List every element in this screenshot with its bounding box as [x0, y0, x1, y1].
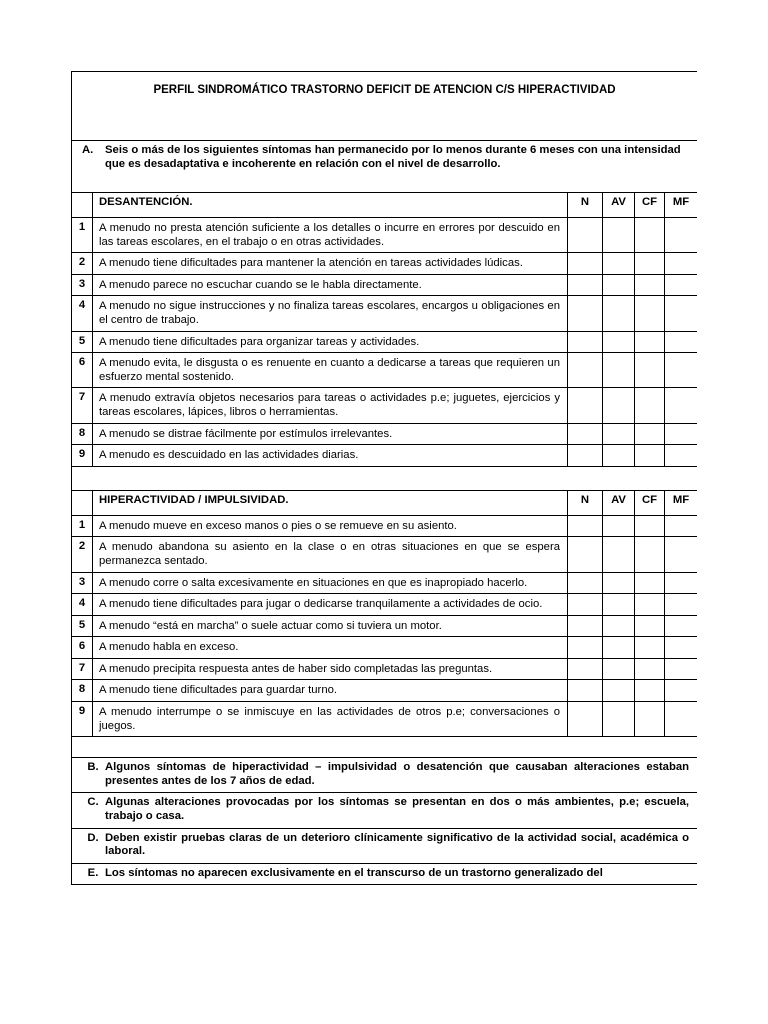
hyperactivity-row-9: [72, 702, 698, 737]
answer-cell-cf[interactable]: [635, 637, 665, 659]
answer-cell-n[interactable]: [568, 218, 603, 253]
answer-cell-av[interactable]: [603, 445, 635, 467]
item-number: 3: [72, 274, 93, 296]
inattention-row-7: [72, 388, 698, 423]
document-page: [71, 71, 697, 964]
col-header-cf: CF: [635, 490, 665, 515]
criterion-text: Algunos síntomas de hiperactividad – impulsividad o desatención que causaban alteraciones estaban presentes antes de los 7 años de edad.: [105, 761, 690, 787]
item-text: A menudo interrumpe o se inmiscuye en las actividades de otros p.e; conversaciones o juegos.: [93, 702, 568, 737]
answer-cell-n[interactable]: [568, 572, 603, 594]
answer-cell-mf[interactable]: [665, 218, 698, 253]
item-number: 8: [72, 680, 93, 702]
criterion-a: [72, 141, 698, 193]
form-table: [71, 71, 697, 885]
criterion-row-b: [72, 758, 698, 793]
answer-cell-av[interactable]: [603, 296, 635, 331]
answer-cell-av[interactable]: [603, 658, 635, 680]
criterion-letter: B.: [87, 761, 99, 774]
item-number: 3: [72, 572, 93, 594]
item-text: A menudo extravía objetos necesarios para tareas o actividades p.e; juguetes, ejercicios y tareas escolares, lápices, libros o herramientas.: [93, 388, 568, 423]
criterion-row-d: [72, 828, 698, 863]
answer-cell-av[interactable]: [603, 218, 635, 253]
inattention-row-5: [72, 331, 698, 353]
hyperactivity-header-row: [72, 490, 698, 515]
answer-cell-mf[interactable]: [665, 615, 698, 637]
item-text: A menudo tiene dificultades para organizar tareas y actividades.: [93, 331, 568, 353]
criterion-a-row: [72, 141, 698, 193]
answer-cell-av[interactable]: [603, 572, 635, 594]
answer-cell-cf[interactable]: [635, 353, 665, 388]
answer-cell-n[interactable]: [568, 537, 603, 572]
item-number: 5: [72, 331, 93, 353]
answer-cell-cf[interactable]: [635, 423, 665, 445]
criterion: [72, 828, 698, 863]
answer-cell-n[interactable]: [568, 637, 603, 659]
answer-cell-n[interactable]: [568, 296, 603, 331]
answer-cell-n[interactable]: [568, 594, 603, 616]
criterion-a-text: Seis o más de los siguientes síntomas han permanecido por lo menos durante 6 meses con una intensidad que es desadaptativa e incoherente en relación con el nivel de desarrollo.: [105, 144, 681, 170]
answer-cell-cf[interactable]: [635, 274, 665, 296]
answer-cell-cf[interactable]: [635, 702, 665, 737]
hyperactivity-row-5: [72, 615, 698, 637]
document-title: PERFIL SINDROMÁTICO TRASTORNO DEFICIT DE ATENCION C/S HIPERACTIVIDAD: [72, 72, 698, 141]
item-number: 7: [72, 388, 93, 423]
item-text: A menudo “está en marcha” o suele actuar como si tuviera un motor.: [93, 615, 568, 637]
item-text: A menudo se distrae fácilmente por estímulos irrelevantes.: [93, 423, 568, 445]
item-number: 9: [72, 702, 93, 737]
answer-cell-cf[interactable]: [635, 445, 665, 467]
item-number: 2: [72, 537, 93, 572]
answer-cell-av[interactable]: [603, 353, 635, 388]
col-header-n: N: [568, 490, 603, 515]
answer-cell-av[interactable]: [603, 537, 635, 572]
answer-cell-av[interactable]: [603, 702, 635, 737]
answer-cell-mf[interactable]: [665, 388, 698, 423]
answer-cell-cf[interactable]: [635, 537, 665, 572]
answer-cell-n[interactable]: [568, 353, 603, 388]
answer-cell-mf[interactable]: [665, 515, 698, 537]
col-header-mf: MF: [665, 490, 698, 515]
answer-cell-mf[interactable]: [665, 572, 698, 594]
answer-cell-av[interactable]: [603, 388, 635, 423]
item-number: 8: [72, 423, 93, 445]
item-number: 6: [72, 353, 93, 388]
item-text: A menudo tiene dificultades para guardar turno.: [93, 680, 568, 702]
answer-cell-cf[interactable]: [635, 594, 665, 616]
answer-cell-n[interactable]: [568, 515, 603, 537]
answer-cell-mf[interactable]: [665, 423, 698, 445]
answer-cell-n[interactable]: [568, 253, 603, 275]
item-text: A menudo parece no escuchar cuando se le habla directamente.: [93, 274, 568, 296]
answer-cell-cf[interactable]: [635, 388, 665, 423]
answer-cell-n[interactable]: [568, 388, 603, 423]
inattention-row-1: [72, 218, 698, 253]
answer-cell-n[interactable]: [568, 445, 603, 467]
answer-cell-av[interactable]: [603, 637, 635, 659]
item-text: A menudo no sigue instrucciones y no finaliza tareas escolares, encargos u obligaciones en el centro de trabajo.: [93, 296, 568, 331]
hyperactivity-row-6: [72, 637, 698, 659]
answer-cell-av[interactable]: [603, 423, 635, 445]
inattention-row-8: [72, 423, 698, 445]
item-number: 4: [72, 594, 93, 616]
answer-cell-mf[interactable]: [665, 702, 698, 737]
answer-cell-mf[interactable]: [665, 296, 698, 331]
col-header-av: AV: [603, 193, 635, 218]
answer-cell-cf[interactable]: [635, 615, 665, 637]
criterion-row-e: [72, 863, 698, 885]
answer-cell-mf[interactable]: [665, 331, 698, 353]
answer-cell-cf[interactable]: [635, 253, 665, 275]
answer-cell-n[interactable]: [568, 274, 603, 296]
answer-cell-cf[interactable]: [635, 680, 665, 702]
criterion-letter: E.: [87, 866, 99, 879]
answer-cell-n[interactable]: [568, 615, 603, 637]
answer-cell-mf[interactable]: [665, 537, 698, 572]
item-text: A menudo no presta atención suficiente a los detalles o incurre en errores por descuido en las tareas escolares, en el trabajo o en otras actividades.: [93, 218, 568, 253]
col-header-n: N: [568, 193, 603, 218]
answer-cell-n[interactable]: [568, 702, 603, 737]
hyperactivity-row-4: [72, 594, 698, 616]
criterion-letter: C.: [87, 796, 99, 809]
hyperactivity-row-1: [72, 515, 698, 537]
answer-cell-n[interactable]: [568, 658, 603, 680]
item-text: A menudo precipita respuesta antes de haber sido completadas las preguntas.: [93, 658, 568, 680]
item-text: A menudo evita, le disgusta o es renuente en cuanto a dedicarse a tareas que requieren un esfuerzo mental sostenido.: [93, 353, 568, 388]
item-number: 9: [72, 445, 93, 467]
criterion-text: Los síntomas no aparecen exclusivamente en el transcurso de un trastorno generalizado del: [105, 866, 603, 879]
item-text: A menudo habla en exceso.: [93, 637, 568, 659]
answer-cell-av[interactable]: [603, 680, 635, 702]
criterion-text: Deben existir pruebas claras de un deterioro clínicamente significativo de la actividad social, académica o laboral.: [105, 831, 690, 858]
answer-cell-mf[interactable]: [665, 680, 698, 702]
answer-cell-cf[interactable]: [635, 296, 665, 331]
item-number: 2: [72, 253, 93, 275]
hyperactivity-row-3: [72, 572, 698, 594]
answer-cell-av[interactable]: [603, 331, 635, 353]
answer-cell-cf[interactable]: [635, 331, 665, 353]
answer-cell-n[interactable]: [568, 423, 603, 445]
inattention-heading: DESANTENCIÓN.: [93, 193, 568, 218]
hyperactivity-heading: HIPERACTIVIDAD / IMPULSIVIDAD.: [93, 490, 568, 515]
answer-cell-mf[interactable]: [665, 274, 698, 296]
criterion: [72, 863, 698, 885]
inattention-header-row: [72, 193, 698, 218]
item-text: A menudo mueve en exceso manos o pies o se remueve en su asiento.: [93, 515, 568, 537]
item-text: A menudo abandona su asiento en la clase o en otras situaciones en que se espera permanezca sentado.: [93, 537, 568, 572]
criterion: [72, 793, 698, 828]
answer-cell-mf[interactable]: [665, 594, 698, 616]
section-spacer: [72, 466, 698, 490]
title-row: [72, 72, 698, 141]
answer-cell-cf[interactable]: [635, 658, 665, 680]
answer-cell-av[interactable]: [603, 253, 635, 275]
inattention-row-3: [72, 274, 698, 296]
answer-cell-cf[interactable]: [635, 515, 665, 537]
answer-cell-n[interactable]: [568, 680, 603, 702]
inattention-row-4: [72, 296, 698, 331]
answer-cell-av[interactable]: [603, 515, 635, 537]
criterion-letter: D.: [87, 831, 99, 844]
blank-row: [72, 737, 698, 758]
item-text: A menudo corre o salta excesivamente en situaciones en que es inapropiado hacerlo.: [93, 572, 568, 594]
item-number: 1: [72, 218, 93, 253]
inattention-row-9: [72, 445, 698, 467]
answer-cell-cf[interactable]: [635, 572, 665, 594]
answer-cell-mf[interactable]: [665, 445, 698, 467]
answer-cell-cf[interactable]: [635, 218, 665, 253]
item-number: 4: [72, 296, 93, 331]
answer-cell-mf[interactable]: [665, 658, 698, 680]
item-text: A menudo tiene dificultades para jugar o dedicarse tranquilamente a actividades de ocio.: [93, 594, 568, 616]
answer-cell-av[interactable]: [603, 274, 635, 296]
answer-cell-av[interactable]: [603, 615, 635, 637]
criterion-a-letter: A.: [82, 144, 94, 156]
col-header-mf: MF: [665, 193, 698, 218]
answer-cell-mf[interactable]: [665, 253, 698, 275]
inattention-row-2: [72, 253, 698, 275]
criterion-text: Algunas alteraciones provocadas por los síntomas se presentan en dos o más ambientes, p.e; escuela, trabajo o casa.: [105, 796, 690, 823]
hyperactivity-row-2: [72, 537, 698, 572]
inattention-row-6: [72, 353, 698, 388]
item-number: 1: [72, 515, 93, 537]
answer-cell-n[interactable]: [568, 331, 603, 353]
item-text: A menudo es descuidado en las actividades diarias.: [93, 445, 568, 467]
col-header-cf: CF: [635, 193, 665, 218]
criterion: [72, 758, 698, 793]
answer-cell-mf[interactable]: [665, 353, 698, 388]
item-text: A menudo tiene dificultades para mantener la atención en tareas actividades lúdicas.: [93, 253, 568, 275]
hyperactivity-row-8: [72, 680, 698, 702]
answer-cell-av[interactable]: [603, 594, 635, 616]
item-number: 7: [72, 658, 93, 680]
item-number: 6: [72, 637, 93, 659]
hyperactivity-row-7: [72, 658, 698, 680]
answer-cell-mf[interactable]: [665, 637, 698, 659]
col-header-av: AV: [603, 490, 635, 515]
criterion-row-c: [72, 793, 698, 828]
item-number: 5: [72, 615, 93, 637]
